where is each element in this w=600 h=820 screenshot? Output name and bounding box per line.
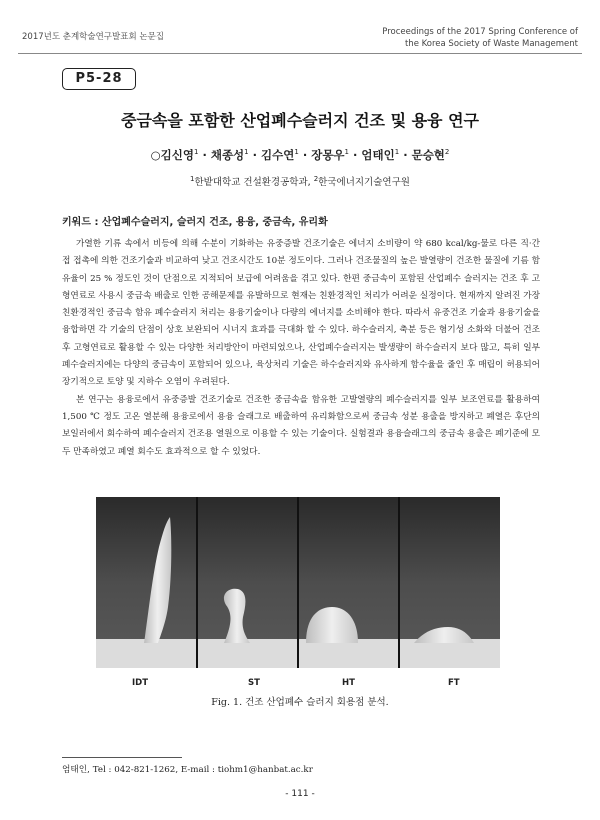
paper-id-badge: P5-28 bbox=[62, 68, 136, 90]
author: 채종성$^1$ bbox=[210, 148, 249, 162]
author: 문승현$^2$ bbox=[411, 148, 450, 162]
running-header-right bbox=[382, 26, 578, 50]
paragraph: 가열한 기류 속에서 비등에 의해 수분이 기화하는 유중증발 건조기술은 에너지 소비량이 약 680 kcal/kg-물로 다른 직·간접 접촉에 의한 건조기술과 비교하여 낮고 건조시간도 10분 정도이다. 그러나 건조물질의 높은 발열량이 건조한 물질에 기름 함유율이 25 % 정도인 것이 단점으로 지적되어 보급에 어려움을 겪고 있다. 한편 중금속이 포함된 산업폐수 슬러지는 건조 후 고형연료로 사용시 중금속 배출로 인한 공해문제를 유발하므로 현재는 친환경적인 처리가 어려운 실정이다. 현재까지 알려진 가장 친환경적인 중금속 함유 폐수슬러지 처리는 용융기술이나 다량의 에너지를 소비해야 한다. 따라서 유중건조 기술과 용융기술을 융합하면 각 기술의 단점이 상호 보완되어 시너지 효과를 극대화 할 수 있다. 하수슬러지, 축분 등은 혐기성 소화와 더불어 건조 후 고형연료로 활용할 수 있는 다양한 처리방안이 마련되었으나, 산업폐수슬러지는 발생량이 하수슬러지 보다 많고, 특히 일부 폐수슬러지에는 다양의 중금속이 포함되어 있으나, 육상처리 기술은 하수슬러지와 유사하게 함수율을 줄인 후 매립이 허용되어 장기적으로 토양 및 지하수 오염이 우려된다. bbox=[62, 239, 540, 388]
page-number: - 111 - bbox=[285, 789, 315, 799]
affiliation: $^1$한밭대학교 건설환경공학과, $^2$한국에너지기술연구원 bbox=[190, 174, 410, 188]
footnote-divider bbox=[62, 757, 182, 758]
figure-caption: Fig. 1. 건조 산업폐수 슬러지 회용점 분석. bbox=[211, 697, 389, 708]
header-divider bbox=[18, 53, 582, 54]
author: 엄태인$^1$ bbox=[361, 148, 400, 162]
author: 김수연$^1$ bbox=[261, 148, 299, 162]
panel-label-ft: FT bbox=[448, 678, 460, 688]
paragraph: 본 연구는 용융로에서 유중증발 건조기술로 건조한 중금속을 함유한 고발열량의 폐수슬러지를 일부 보조연료를 활용하여 1,500 ℃ 정도 고온 열분해 용융로에서 용융 슬래그로 배출하여 유리화함으로써 중금속 성분 용출을 방지하고 폐열은 후단의 보일러에서 회수하여 폐수슬러지 건조용 열원으로 이용할 수 있는 기술이다. 실험결과 용융슬래그의 중금속 용출은 폐기준에 모두 만족하였고 폐열 회수도 효과적으로 할 수 있었다. bbox=[62, 394, 540, 457]
panel-label-st: ST bbox=[248, 678, 260, 688]
author-list: ○김신영$^1$ · 채종성$^1$ · 김수연$^1$ · 장몽우$^1$ · 엄태인$^1$ · 문승현$^2$ bbox=[150, 148, 450, 162]
panel-label-ht: HT bbox=[342, 678, 355, 688]
author: ○김신영$^1$ bbox=[150, 148, 199, 162]
panel-label-idt: IDT bbox=[132, 678, 149, 688]
figure-image bbox=[96, 497, 500, 668]
melting-point-figure bbox=[96, 497, 500, 668]
running-header-left: 2017년도 춘계학술연구발표회 논문집 bbox=[22, 32, 164, 42]
author: 장몽우$^1$ bbox=[311, 148, 350, 162]
running-header-right-line1: Proceedings of the 2017 Spring Conference of bbox=[382, 27, 578, 37]
keywords: 키워드 : 산업폐수슬러지, 슬러지 건조, 용융, 중금속, 유리화 bbox=[62, 217, 328, 228]
running-header-right-line2: the Korea Society of Waste Management bbox=[404, 39, 578, 49]
paper-title: 중금속을 포함한 산업폐수슬러지 건조 및 용융 연구 bbox=[121, 111, 479, 130]
body-text bbox=[62, 236, 540, 461]
footnote: 엄태인, Tel : 042-821-1262, E-mail : tiohm1@hanbat.ac.kr bbox=[62, 765, 313, 775]
